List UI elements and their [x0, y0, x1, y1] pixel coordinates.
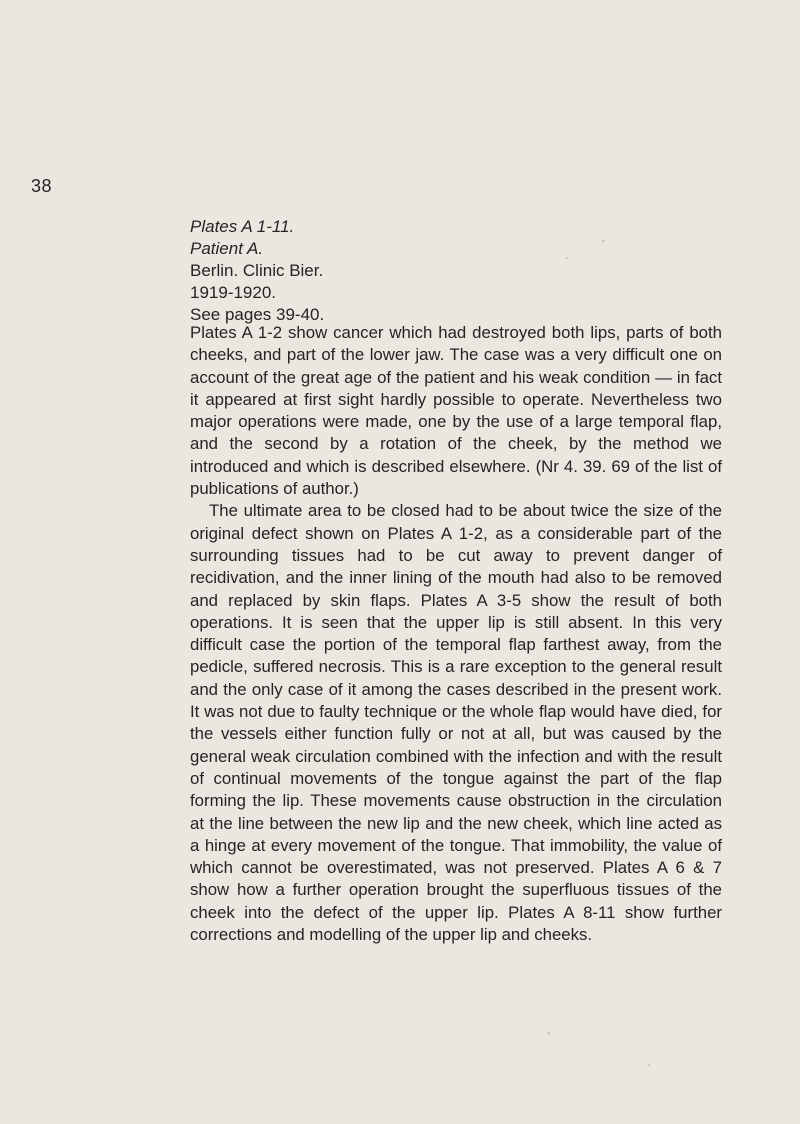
paper-speck	[602, 240, 605, 242]
paper-speck	[648, 1064, 650, 1066]
years-line: 1919-1920.	[190, 283, 277, 302]
paper-speck	[548, 1032, 550, 1035]
body-text	[190, 322, 722, 946]
page-number: 38	[31, 176, 53, 196]
paragraph-1: Plates A 1-2 show cancer which had destroyed both lips, parts of both cheeks, and part of the lower jaw. The case was a very difficult one on account of the great age of the patient and his weak condition — in fact it appeared at first sight hardly possible to operate. Nevertheless two major operations were made, one by the use of a large temporal flap, and the second by a rotation of the cheek, by the method we introduced and which is described elsewhere. (Nr 4. 39. 69 of the list of publications of author.)	[190, 323, 722, 499]
paragraph-2: The ultimate area to be closed had to be about twice the size of the original defect shown on Plates A 1-2, as a considerable part of the surrounding tissues had to be cut away to prevent danger of recidivation, and the inner lining of the mouth had also to be removed and replaced by skin flaps. Plates A 3-5 show the result of both operations. It is seen that the upper lip is still absent. In this very difficult case the portion of the temporal flap farthest away, from the pedicle, suffered necrosis. This is a rare exception to the general result and the only case of it among the cases described in the present work. It was not due to faulty technique or the whole flap would have died, for the vessels either function fully or not at all, but was caused by the general weak circulation combined with the infection and with the result of continual movements of the tongue against the part of the flap forming the lip. These movements cause obstruction in the circulation at the line between the new lip and the new cheek, which line acted as a hinge at every movement of the tongue. That immobility, the value of which cannot be overestimated, was not preserved. Plates A 6 & 7 show how a further operation brought the superfluous tissues of the cheek into the defect of the upper lip. Plates A 8-11 show further corrections and modelling of the upper lip and cheeks.	[190, 501, 722, 945]
paper-speck	[566, 257, 568, 259]
location-line: Berlin. Clinic Bier.	[190, 261, 324, 280]
plate-header	[190, 216, 324, 326]
see-pages-line: See pages 39-40.	[190, 305, 325, 324]
patient-line: Patient A.	[190, 239, 264, 258]
plates-line: Plates A 1-11.	[190, 217, 295, 236]
